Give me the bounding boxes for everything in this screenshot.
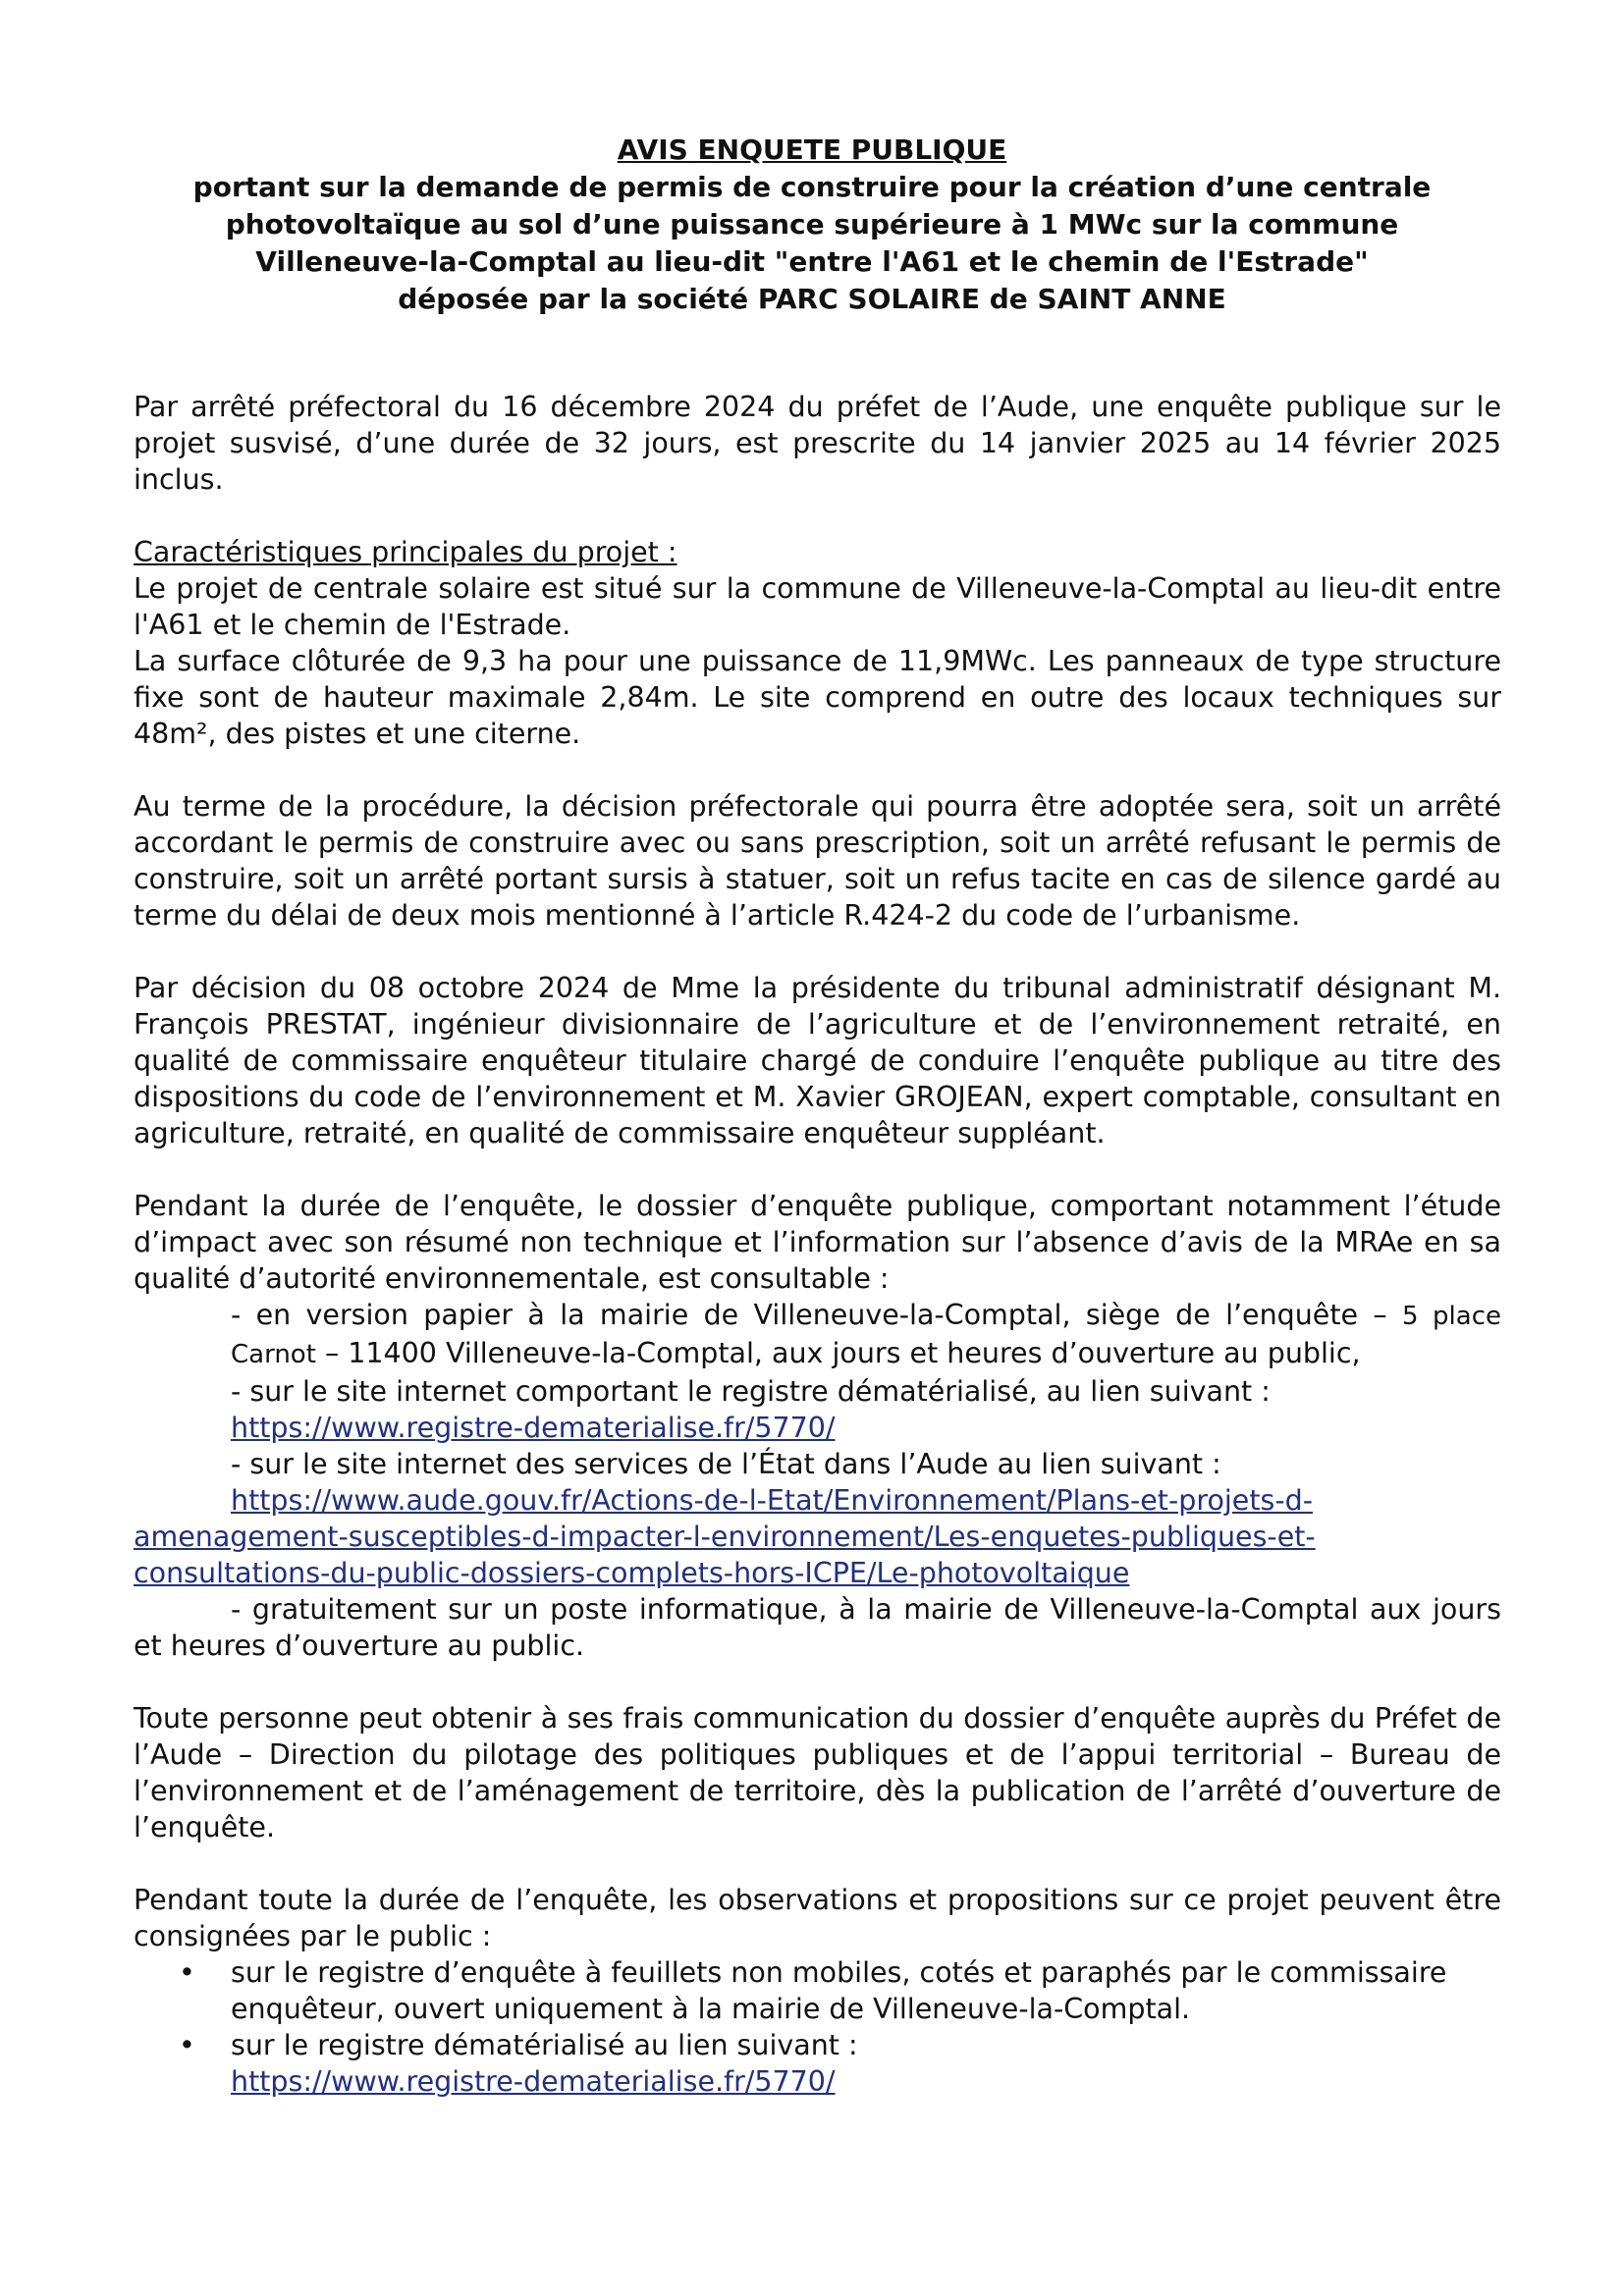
consultation-link-registre-line — [134, 1410, 1501, 1446]
paragraph-communication: Toute personne peut obtenir à ses frais communication du dossier d’enquête auprès du Préfet de l’Aude – Direction du pilotage des politiques publiques et de l’appui territorial – Bureau de l’environnement et de l’aménagement de territoire, dès la publication de l’arrêté d’ouverture de l’enquête. — [134, 1702, 1501, 1843]
notice-subtitle-line-4: déposée par la société PARC SOLAIRE de SAINT ANNE — [398, 283, 1226, 315]
bullet-icon: • — [179, 2029, 195, 2061]
paragraph-arrete: Par arrêté préfectoral du 16 décembre 2024 du préfet de l’Aude, une enquête publique sur le projet susvisé, d’une durée de 32 jours, est prescrite du 14 janvier 2025 au 14 février 2025 inclus. — [134, 391, 1501, 496]
characteristics-location: Le projet de centrale solaire est situé sur la commune de Villeneuve-la-Comptal au lieu-dit entre l'A61 et le chemin de l'Estrade. — [134, 572, 1501, 641]
notice-subtitle-line-2: photovoltaïque au sol d’une puissance supérieure à 1 MWc sur la commune — [225, 208, 1399, 240]
aude-gouv-link-part-2[interactable]: amenagement-susceptibles-d-impacter-l-environnement/Les-enquetes-publiques-et- — [134, 1521, 1316, 1553]
list-item — [134, 1954, 1501, 2027]
characteristics-surface: La surface clôturée de 9,3 ha pour une puissance de 11,9MWc. Les panneaux de type structure fixe sont de hauteur maximale 2,84m. Le site comprend en outre des locaux techniques sur 48m², des pistes et une citerne. — [134, 645, 1501, 750]
notice-subtitle-line-1: portant sur la demande de permis de construire pour la création d’une centrale — [192, 171, 1432, 203]
bullet-icon: • — [179, 1956, 195, 1989]
notice-title-block — [128, 132, 1496, 318]
paragraph-commissaire: Par décision du 08 octobre 2024 de Mme la présidente du tribunal administratif désignant M. François PRESTAT, ingénieur divisionnaire de l’agriculture et de l’environnement retraité, en qualité de commissaire enquêteur titulaire chargé de conduire l’enquête publique au titre des dispositions du code de l’environnement et M. Xavier GROJEAN, expert comptable, consultant en agriculture, retraité, en qualité de commissaire enquêteur suppléant. — [134, 972, 1501, 1149]
notice-body — [134, 389, 1501, 2100]
notice-title: AVIS ENQUETE PUBLIQUE — [617, 133, 1007, 166]
consultation-item-registre: - sur le site internet comportant le registre dématérialisé, au lien suivant : — [231, 1375, 1271, 1408]
aude-gouv-link-part-1[interactable]: https://www.aude.gouv.fr/Actions-de-l-Etat/Environnement/Plans-et-projets-d- — [231, 1484, 1314, 1517]
observation-registre-paper: sur le registre d’enquête à feuillets non mobiles, cotés et paraphés par le commissaire enquêteur, ouvert uniquement à la mairie de Villeneuve-la-Comptal. — [231, 1956, 1447, 2025]
characteristics-heading: Caractéristiques principales du projet : — [134, 536, 677, 568]
observations-list — [134, 1954, 1501, 2100]
notice-subtitle-line-3: Villeneuve-la-Comptal au lieu-dit "entre l'A61 et le chemin de l'Estrade" — [255, 245, 1369, 278]
consultation-item-computer: - gratuitement sur un poste informatique, à la mairie de Villeneuve-la-Comptal aux jours et heures d’ouverture au public. — [134, 1593, 1501, 1662]
aude-gouv-link-part-3[interactable]: consultations-du-public-dossiers-complets-hors-ICPE/Le-photovoltaique — [134, 1557, 1130, 1589]
registre-link-observations[interactable]: https://www.registre-dematerialise.fr/5770/ — [231, 2065, 836, 2098]
paragraph-observations-intro: Pendant toute la durée de l’enquête, les observations et propositions sur ce projet peuvent être consignées par le public : — [134, 1884, 1501, 1952]
observation-registre-online: sur le registre dématérialisé au lien suivant : — [231, 2029, 858, 2061]
list-item — [134, 2027, 1501, 2100]
registre-link[interactable]: https://www.registre-dematerialise.fr/5770/ — [231, 1412, 836, 1444]
consultation-link-state-site — [134, 1482, 1501, 1591]
consultation-item-state-site: - sur le site internet des services de l’État dans l’Aude au lien suivant : — [231, 1448, 1221, 1480]
paragraph-consultation-intro: Pendant la durée de l’enquête, le dossier d’enquête publique, comportant notamment l’étude d’impact avec son résumé non technique et l’information sur l’absence d’avis de la MRAe en sa qualité d’autorité environnementale, est consultable : — [134, 1190, 1501, 1295]
consultation-item-paper: - en version papier à la mairie de Villeneuve-la-Comptal, siège de l’enquête – 5 place Carnot – 11400 Villeneuve-la-Comptal, aux jours et heures d’ouverture au public, — [231, 1299, 1502, 1369]
paragraph-decision: Au terme de la procédure, la décision préfectorale qui pourra être adoptée sera, soit un arrêté accordant le permis de construire avec ou sans prescription, soit un arrêté refusant le permis de construire, soit un arrêté portant sursis à statuer, soit un refus tacite en cas de silence gardé au terme du délai de deux mois mentionné à l’article R.424-2 du code de l’urbanisme. — [134, 790, 1501, 932]
